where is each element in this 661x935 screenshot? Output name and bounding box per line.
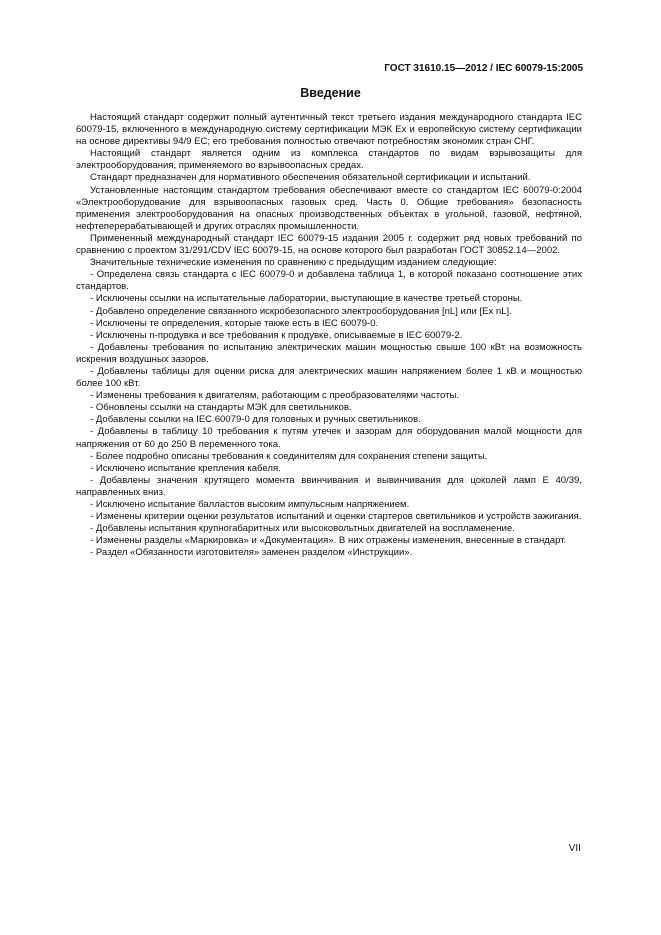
- change-list-item: - Добавлены ссылки на IEC 60079-0 для головных и ручных светильников.: [90, 414, 421, 426]
- page-number: VII: [568, 843, 581, 854]
- change-list-item: - Добавлены в таблицу 10 требования к путям утечек и зазорам для оборудования малой мощности для напряжения от 60 до 250 В переменного тока.: [76, 426, 582, 450]
- change-list-item: - Исключено испытание балластов высоким импульсным напряжением.: [90, 499, 410, 510]
- page-title: Введение: [300, 86, 361, 100]
- change-list-item: - Изменены разделы «Маркировка» и «Документация». В них отражены изменения, внесенные в стандарт.: [90, 535, 567, 547]
- change-list-item: - Исключено испытание крепления кабеля.: [90, 462, 281, 474]
- change-list-item: - Исключены ссылки на испытательные лаборатории, выступающие в качестве третьей стороны.: [90, 293, 523, 305]
- change-list-item: - Более подробно описаны требования к соединителям для сохранения степени защиты.: [90, 450, 488, 462]
- change-list-item: - Добавлены таблицы для оценки риска для электрических машин напряжением более 1 кВ и мощностью более 100 кВт.: [76, 365, 582, 390]
- paragraph-changes-intro: Значительные технические изменения по сравнению с предыдущим изданием следующие:: [90, 257, 497, 269]
- change-list-item: - Исключены n-продувка и все требования к продувке, описываемые в IEC 60079-2.: [90, 329, 463, 341]
- change-list-item: - Изменены критерии оценки результатов испытаний и оценки стартеров светильников и устройств зажигания.: [90, 511, 582, 523]
- change-list-item: - Изменены требования к двигателям, работающим с преобразователями частоты.: [90, 390, 460, 402]
- change-list-item: - Добавлены испытания крупногабаритных или высоковольтных двигателей на воспламенение.: [90, 523, 515, 535]
- change-list-item: - Добавлены значения крутящего момента ввинчивания и вывинчивания для цоколей ламп Е 40/39, направленных вниз.: [76, 474, 582, 498]
- paragraph-complex-of-standards: Настоящий стандарт является одним из комплекса стандартов по видам взрывозащиты для электрооборудования, применяемого во взрывоопасных средах.: [76, 148, 582, 172]
- change-list-item: - Раздел «Обязанности изготовителя» заменен разделом «Инструкции».: [90, 547, 413, 559]
- paragraph-requirements: Установленные настоящим стандартом требования обеспечивают вместе со стандартом IEC 60079-0:2004 «Электрооборудование для взрывоопасных газовых сред. Часть 0. Общие требования» безопасность применения электрооборудования на опасных производственных объектах в угольной, газовой, нефтяной, нефтеперерабатывающей и других отраслях промышленности.: [76, 184, 582, 232]
- standard-code-header: ГОСТ 31610.15—2012 / IEC 60079-15:2005: [384, 63, 583, 74]
- change-list-item: - Исключены те определения, которые также есть в IEC 60079-0.: [90, 317, 379, 329]
- change-list-item: - Добавлено определение связанного искробезопасного электрооборудования [nL] или [Ex nL].: [90, 305, 512, 317]
- change-list-item: - Обновлены ссылки на стандарты МЭК для светильников.: [90, 402, 352, 414]
- change-list-item: - Добавлены требования по испытанию электрических машин мощностью свыше 100 кВт на возможность искрения воздушных зазоров.: [76, 341, 582, 365]
- paragraph-purpose: Стандарт предназначен для нормативного обеспечения обязательной сертификации и испытаний.: [90, 172, 531, 184]
- change-list-item: - Определена связь стандарта с IEC 60079-0 и добавлена таблица 1, в которой показано соотношение этих стандартов.: [76, 269, 582, 293]
- introduction-body: [76, 112, 582, 559]
- paragraph-full-text: Настоящий стандарт содержит полный аутентичный текст третьего издания международного стандарта IEC 60079-15, включенного в международную систему сертификации МЭК Ех и европейскую систему сертификации на основе директивы 94/9 ЕС; его требования полностью отвечают потребностям экономик стран СНГ.: [76, 112, 582, 148]
- paragraph-applied-standard: Примененный международный стандарт IEC 60079-15 издания 2005 г. содержит ряд новых требований по сравнению с проектом 31/291/CDV IEC 60079-15, на основе которого был разработан ГОСТ 30852.14—2002.: [76, 232, 582, 257]
